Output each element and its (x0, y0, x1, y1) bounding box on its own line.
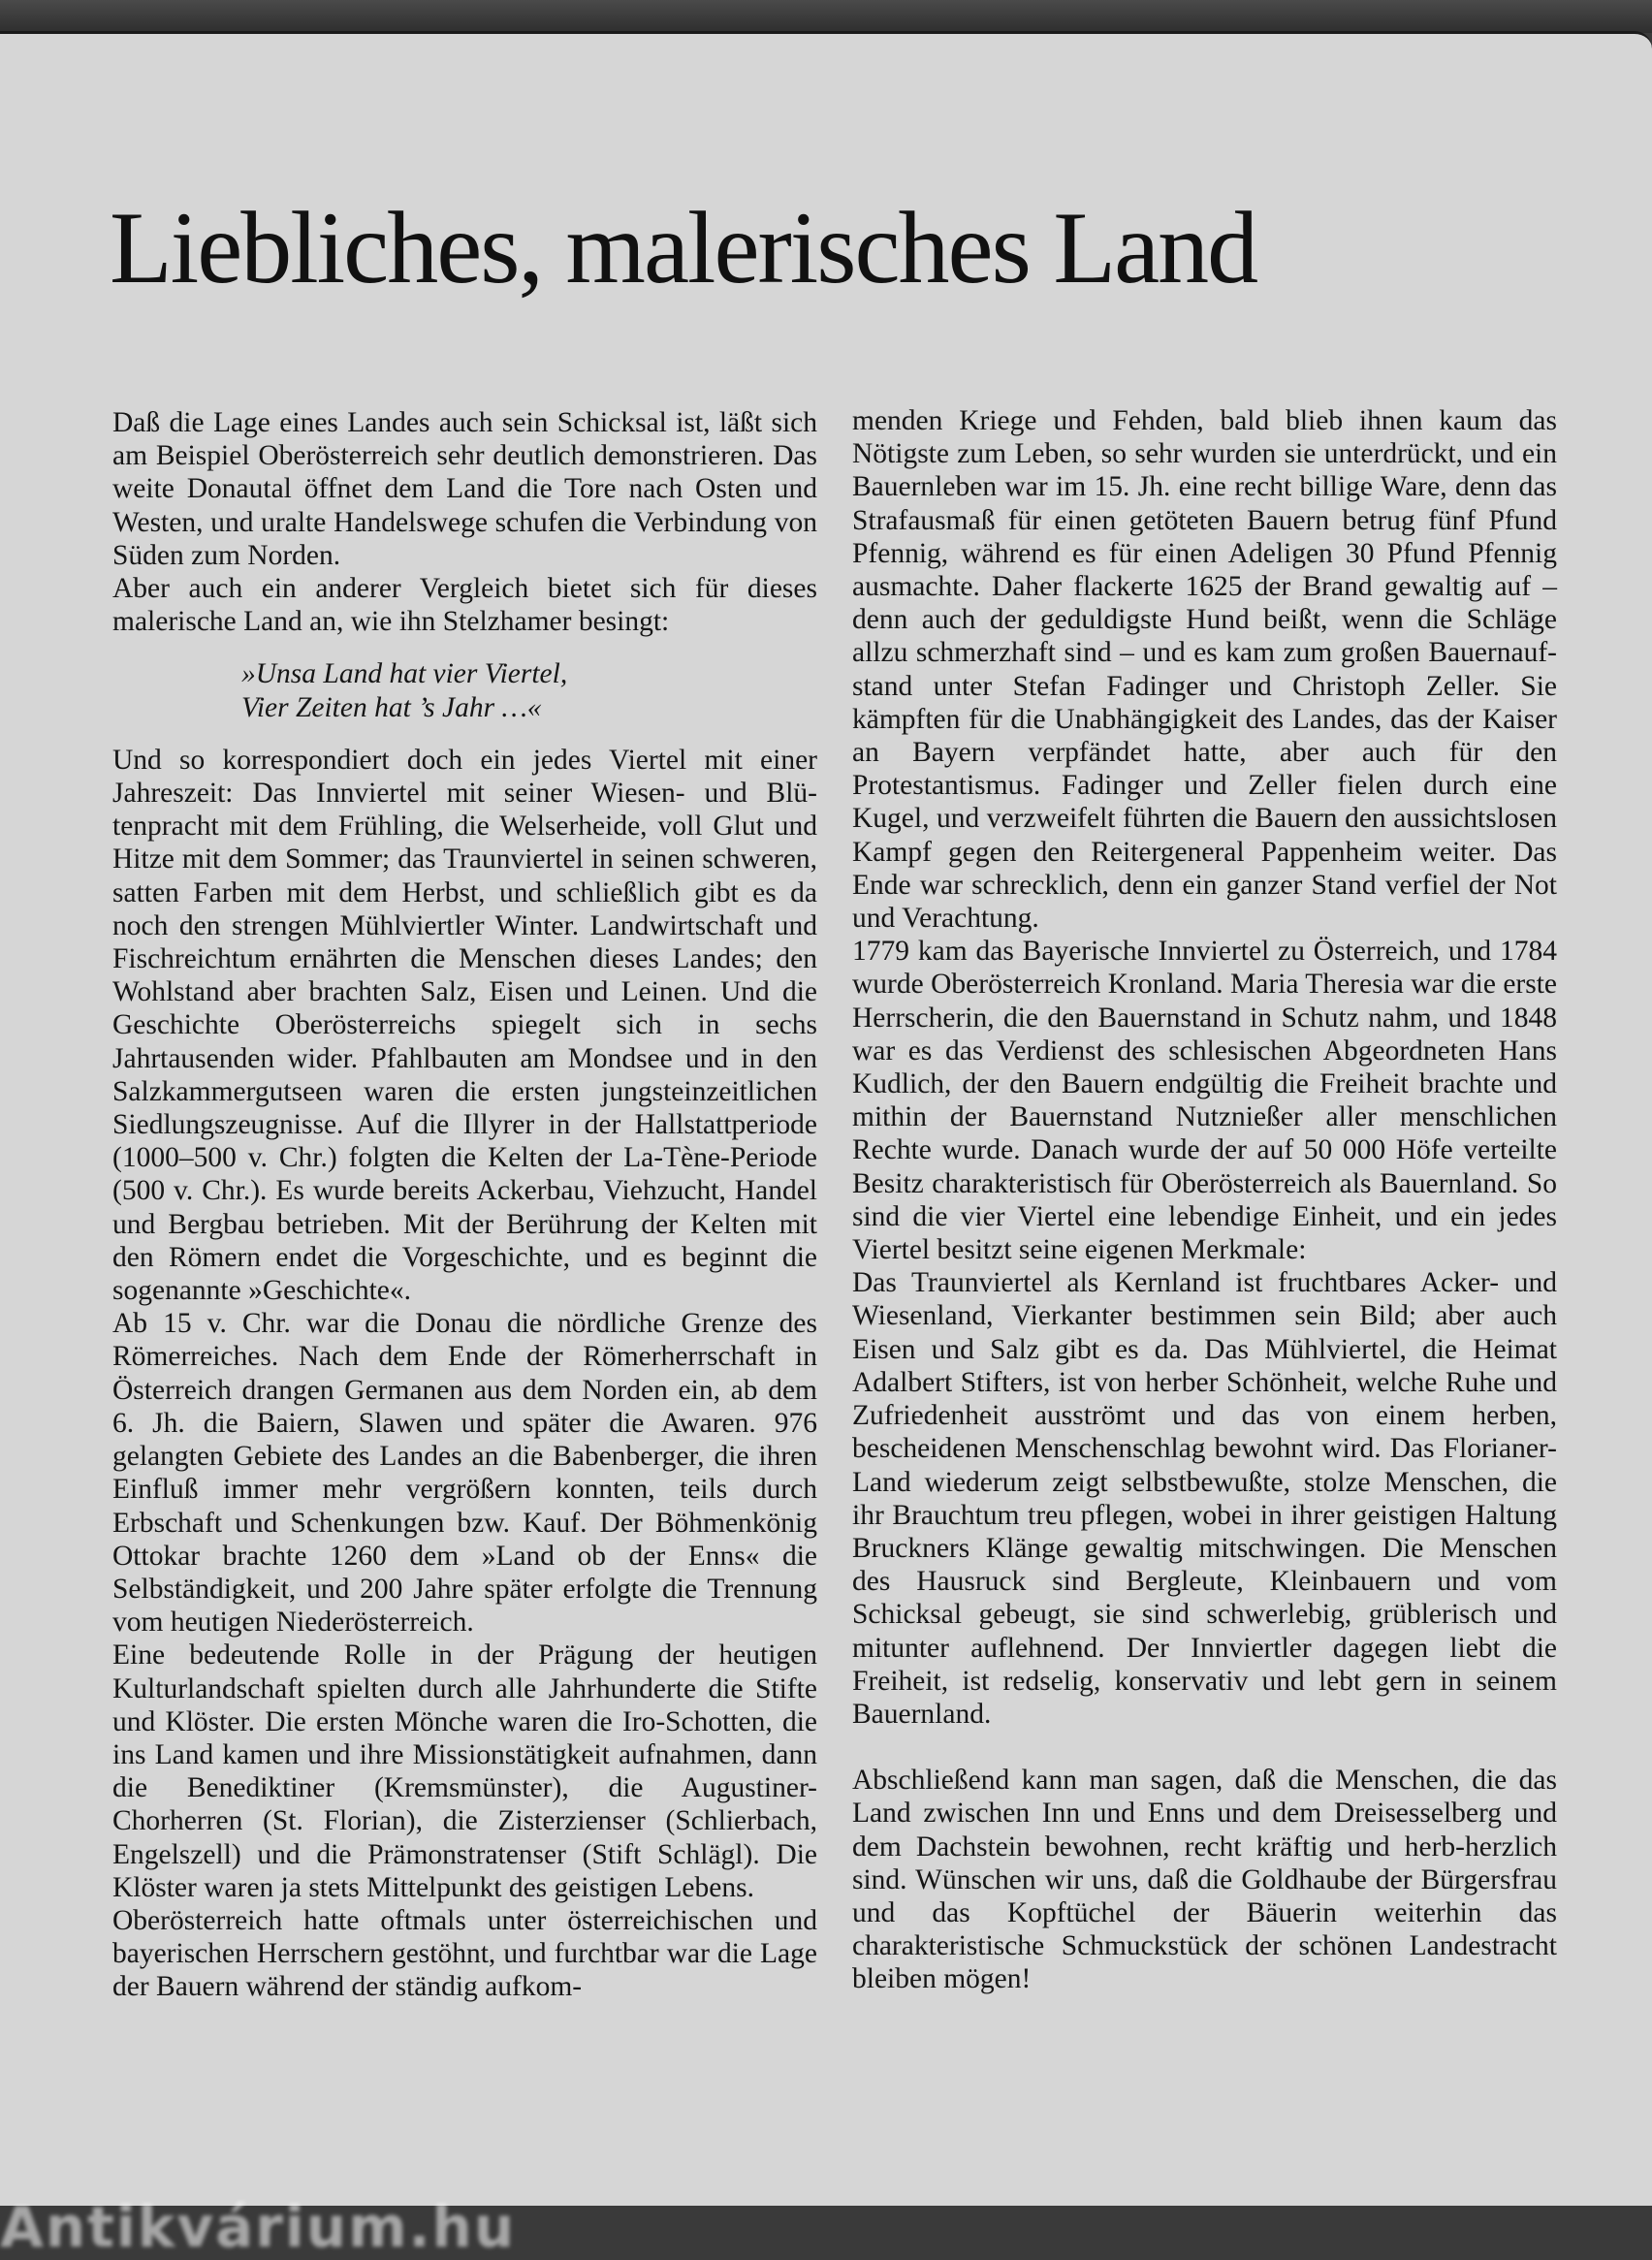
book-page (0, 31, 1652, 2260)
paragraph-seasons-history: Und so korrespondiert doch ein jedes Viertel mit einer Jahreszeit: Das Innviertel mit seiner Wiesen- und Blütenpracht mit dem Frühling, die Welserheide, voll Glut und Hitze mit dem Sommer; das Traunviertel in seinen schweren, satten Farben mit dem Herbst, und schließlich gibt es da noch den strengen Mühlviertler Winter. Landwirtschaft und Fischreichtum ernährten die Menschen dieses Landes; den Wohlstand aber brachten Salz, Eisen und Leinen. Und die Geschichte Oberösterreichs spiegelt sich in sechs Jahrtausenden wider. Pfahlbauten am Mondsee und in den Salzkammergutseen waren die ersten jungsteinzeitlichen Siedlungszeugnisse. Auf die Illyrer in der Hallstattperiode (1000–500 v. Chr.) folgten die Kelten der La-Tène-Periode (500 v. Chr.). Es wurde bereits Ackerbau, Viehzucht, Handel und Bergbau betrieben. Mit der Berührung der Kelten mit den Römern endet die Vorgeschichte, und es beginnt die sogenannte »Geschichte«. (112, 744, 817, 1307)
paragraph-four-quarters: Das Traunviertel als Kernland ist fruchtbares Acker- und Wiesenland, Vierkanter bestimmen sein Bild; aber auch Eisen und Salz gibt es da. Das Mühlviertel, die Heimat Adalbert Stifters, ist von herber Schönheit, welche Ruhe und Zufriedenheit ausströmt und das von einem herben, bescheidenen Menschenschlag bewohnt wird. Das Florianer-Land wiederum zeigt selbstbewußte, stolze Menschen, die ihr Brauchtum treu pflegen, wobei in ihrer geistigen Haltung Bruckners Klänge gewaltig mitschwingen. Die Menschen des Hausruck sind Bergleute, Kleinbauern und vom Schicksal gebeugt, sie sind schwerlebig, grüblerisch und mitunter auflehnend. Der Innviertler dagegen liebt die Freiheit, ist redselig, konservativ und lebt gern in seinem Bauernland. (852, 1267, 1557, 1730)
paragraph-peasant-war: menden Kriege und Fehden, bald blieb ihnen kaum das Nötigste zum Leben, so sehr wurden sie unterdrückt, und ein Bauernleben war im 15. Jh. eine recht billige Ware, denn das Strafausmaß für einen getöteten Bauern betrug fünf Pfund Pfennig, während es für einen Adeligen 30 Pfund Pfennig ausmachte. Daher flackerte 1625 der Brand gewaltig auf – denn auch der geduldigste Hund beißt, wenn die Schläge allzu schmerzhaft sind – und es kam zum großen Bauernaufstand unter Stefan Fadinger und Christoph Zeller. Sie kämpften für die Unabhängigkeit des Landes, das der Kaiser an Bayern verpfändet hatte, aber auch für den Protestantismus. Fadinger und Zeller fielen durch eine Kugel, und verzweifelt führten die Bauern den aussichtslosen Kampf gegen den Reitergeneral Pappenheim weiter. Das Ende war schrecklich, denn ein ganzer Stand verfiel der Not und Verachtung. (852, 405, 1557, 935)
paragraph-crownland: 1779 kam das Bayerische Innviertel zu Österreich, und 1784 wurde Oberösterreich Kronland. Maria Theresia war die erste Herrscherin, die den Bauernstand in Schutz nahm, und 1848 war es das Verdienst des schlesischen Abgeordneten Hans Kudlich, der den Bauern endgültig die Freiheit brachte und mithin der Bauernstand Nutznießer aller menschlichen Rechte wurde. Danach wurde der auf 50 000 Höfe verteilte Besitz charakteristisch für Oberösterreich als Bauernland. So sind die vier Viertel eine lebendige Einheit, und ein jedes Viertel besitzt seine eigenen Merkmale: (852, 936, 1557, 1266)
watermark: Antikvárium.hu (0, 2194, 517, 2260)
paragraph-comparison: Aber auch ein anderer Vergleich bietet sich für dieses malerische Land an, wie ihn Stelzhamer besingt: (112, 573, 817, 638)
verse-quote (241, 657, 817, 723)
paragraph-peasants: Oberösterreich hatte oftmals unter österreichischen und bayerischen Herrschern gestöhnt, und furchtbar war die Lage der Bauern während der ständig aufkom- (112, 1904, 817, 2003)
verse-line: »Unsa Land hat vier Viertel, (241, 658, 568, 690)
paragraph-monasteries: Eine bedeutende Rolle in der Prägung der heutigen Kulturlandschaft spielten durch alle Jahrhunderte die Stifte und Klöster. Die ersten Mönche waren die Iro-Schotten, die ins Land kamen und ihre Missionstätigkeit aufnahmen, dann die Benediktiner (Kremsmünster), die Augustiner-Chorherren (St. Florian), die Zisterzienser (Schlierbach, Engelszell) und die Prämonstratenser (Stift Schlägl). Die Klöster waren ja stets Mittelpunkt des geistigen Lebens. (112, 1639, 817, 1903)
verse-line: Vier Zeiten hat ’s Jahr …« (241, 691, 542, 723)
paragraph-conclusion: Abschließend kann man sagen, daß die Menschen, die das Land zwischen Inn und Enns und dem Dreisesselberg und dem Dachstein bewohnen, recht kräftig und herb-herzlich sind. Wünschen wir uns, daß die Goldhaube der Bürgersfrau und das Kopftüchel der Bäuerin weiterhin das charakteristische Schmuckstück der schönen Landestracht bleiben mögen! (852, 1765, 1557, 1995)
left-text-column (112, 406, 817, 2004)
paragraph-intro: Daß die Lage eines Landes auch sein Schicksal ist, läßt sich am Beispiel Oberösterreich sehr deutlich demonstrieren. Das weite Donautal öffnet dem Land die Tore nach Osten und Westen, und uralte Handelswege schufen die Verbindung von Süden zum Norden. (112, 407, 817, 571)
right-text-column (852, 404, 1557, 1996)
page-title: Liebliches, malerisches Land (110, 191, 1257, 304)
background-edge (0, 0, 1652, 33)
paragraph-roman-era: Ab 15 v. Chr. war die Donau die nördliche Grenze des Römerreiches. Nach dem Ende der Römerherrschaft in Österreich drangen Germanen aus dem Norden ein, ab dem 6. Jh. die Baiern, Slawen und später die Awaren. 976 gelangten Gebiete des Landes an die Babenberger, die ihren Einfluß immer mehr vergrößern konnten, teils durch Erbschaft und Schenkungen bzw. Kauf. Der Böhmenkönig Ottokar brachte 1260 dem »Land ob der Enns« die Selbständigkeit, und 200 Jahre später erfolgte die Trennung vom heutigen Niederösterreich. (112, 1308, 817, 1639)
